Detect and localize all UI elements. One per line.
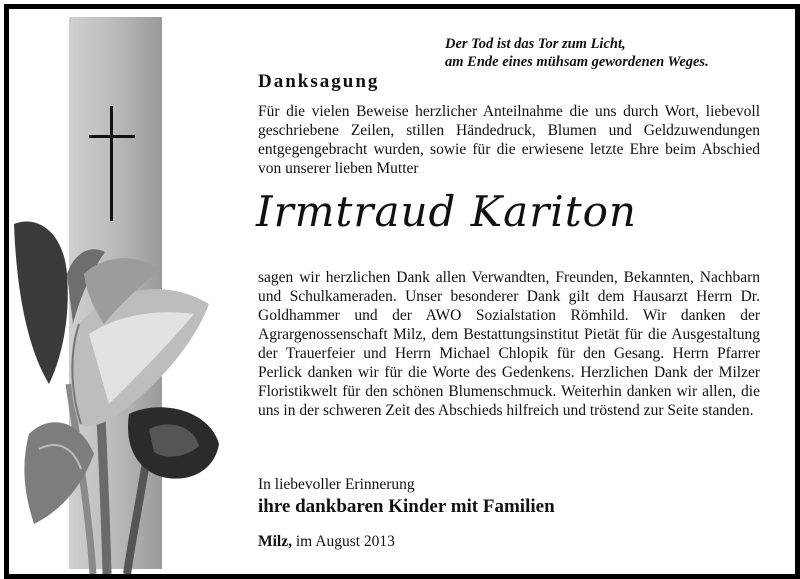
family-signature: ihre dankbaren Kinder mit Familien [258,496,555,517]
calla-lily-illustration [9,214,224,574]
intro-paragraph: Für die vielen Beweise herzlicher Anteilnahme die uns durch Wort, liebevoll geschriebene Zeilen, stillen Händedruck, Blumen und Geldzuwendungen entgegengebracht wurden, sowie für die erwiesene letzte Ehre beim Abschied von unserer lieben Mutter [258,103,760,177]
deceased-name: Irmtraud Kariton [256,187,637,236]
motto-line-1: Der Tod ist das Tor zum Licht, [445,36,626,52]
motto-line-2: am Ende eines mühsam gewordenen Weges. [445,54,709,70]
place-date [258,533,395,551]
closing-line: In liebevoller Erinnerung [258,476,415,493]
place: Milz, [258,533,292,550]
motto-quote [445,35,709,71]
thanks-paragraph: sagen wir herzlichen Dank allen Verwandten, Freunden, Bekannten, Nachbarn und Schulkameraden. Unser besonderer Dank gilt dem Hausarzt Herrn Dr. Goldhammer und der AWO Sozialstation Römhild. Wir danken der Agrargenossenschaft Milz, dem Bestattungsinstitut Pietät für die Ausgestaltung der Trauerfeier und Herrn Michael Chlopik für den Gesang. Herrn Pfarrer Perlick danken wir für die Worte des Gedenkens. Herzlichen Dank der Milzer Floristikwelt für den schönen Blumenschmuck. Weiterhin danken wir allen, die uns in der schweren Zeit des Abschieds hilfreich und tröstend zur Seite standen. [258,269,760,419]
obituary-card [4,4,800,579]
date: im August 2013 [295,533,395,550]
heading: Danksagung [258,71,380,92]
